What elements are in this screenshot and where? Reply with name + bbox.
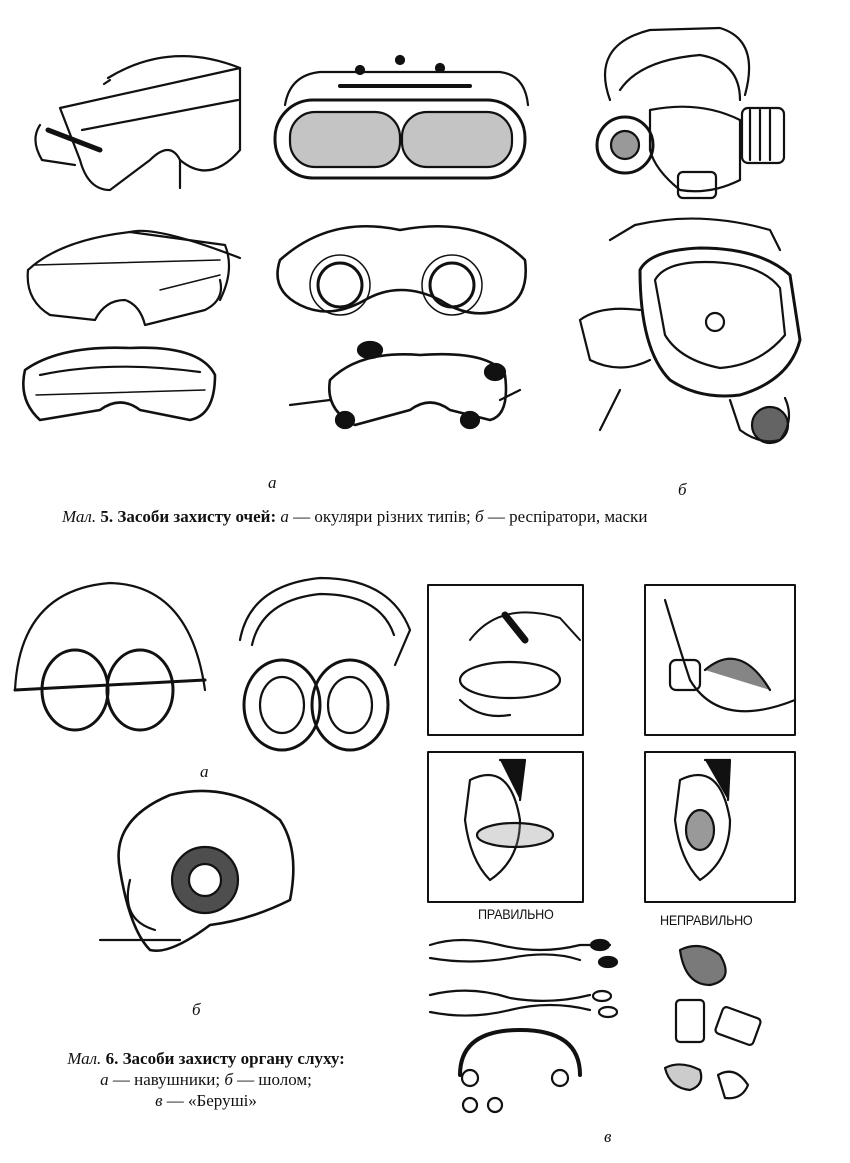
fig6-caption-number: 6. <box>105 1049 119 1068</box>
helmet-illustration <box>100 791 293 951</box>
banded-earplugs-illustration <box>460 1030 580 1112</box>
correct-insertion-label: ПРАВИЛЬНО <box>478 906 554 922</box>
incorrect-insertion-label: НЕПРАВИЛЬНО <box>660 912 753 928</box>
fig6-caption-c-text: — «Беруші» <box>166 1091 257 1110</box>
full-face-mask-illustration <box>580 219 800 443</box>
fig6-caption-line2 <box>18 1069 394 1090</box>
earplug-insertion-panels <box>428 585 795 902</box>
fig6-sublabel-c: в <box>604 1127 612 1146</box>
fig6-caption-line3 <box>18 1090 394 1111</box>
welding-goggle-illustration <box>275 56 528 178</box>
fig6-caption-a-text: — навушники; <box>112 1070 221 1089</box>
fig5-caption-number: 5. <box>100 507 114 526</box>
vented-goggles-illustration <box>290 342 520 428</box>
foam-earplugs-illustration <box>665 946 762 1098</box>
fig5-sublabel-a: а <box>268 473 277 492</box>
fig6-caption-title: Засоби захисту органу слуху: <box>122 1049 345 1068</box>
round-goggles-illustration <box>278 226 526 315</box>
headband-earmuffs-illustration <box>240 578 410 750</box>
fig6-caption-a-letter: а <box>100 1070 109 1089</box>
fig6-caption-b-text: — шолом; <box>237 1070 312 1089</box>
fig5-caption <box>62 507 647 527</box>
fig6-caption-line1 <box>18 1048 394 1069</box>
fig5-caption-b-text: — респіратори, маски <box>487 507 648 526</box>
fig6-caption <box>18 1048 394 1111</box>
chemical-goggles-illustration <box>23 348 215 420</box>
fig5-caption-b-letter: б <box>475 507 484 526</box>
corded-earplugs-illustration <box>430 940 617 1017</box>
folding-earmuffs-illustration <box>15 583 205 730</box>
fig5-caption-title: Засоби захисту очей: <box>117 507 277 526</box>
fig6-sublabel-b: б <box>192 1000 201 1019</box>
spectacles-illustration <box>28 231 240 325</box>
fig5-caption-label: Мал. <box>62 507 97 526</box>
fig5-sublabel-b: б <box>678 480 687 499</box>
fig5-caption-a-letter: а <box>280 507 289 526</box>
fig6-caption-c-letter: в <box>155 1091 163 1110</box>
respirator-illustration <box>597 28 784 198</box>
fig6-sublabel-a: а <box>200 762 209 781</box>
fig6-caption-label: Мал. <box>67 1049 102 1068</box>
fig6-caption-b-letter: б <box>224 1070 233 1089</box>
fig5-caption-a-text: — окуляри різних типів; <box>293 507 471 526</box>
safety-glasses-illustration <box>35 56 240 190</box>
